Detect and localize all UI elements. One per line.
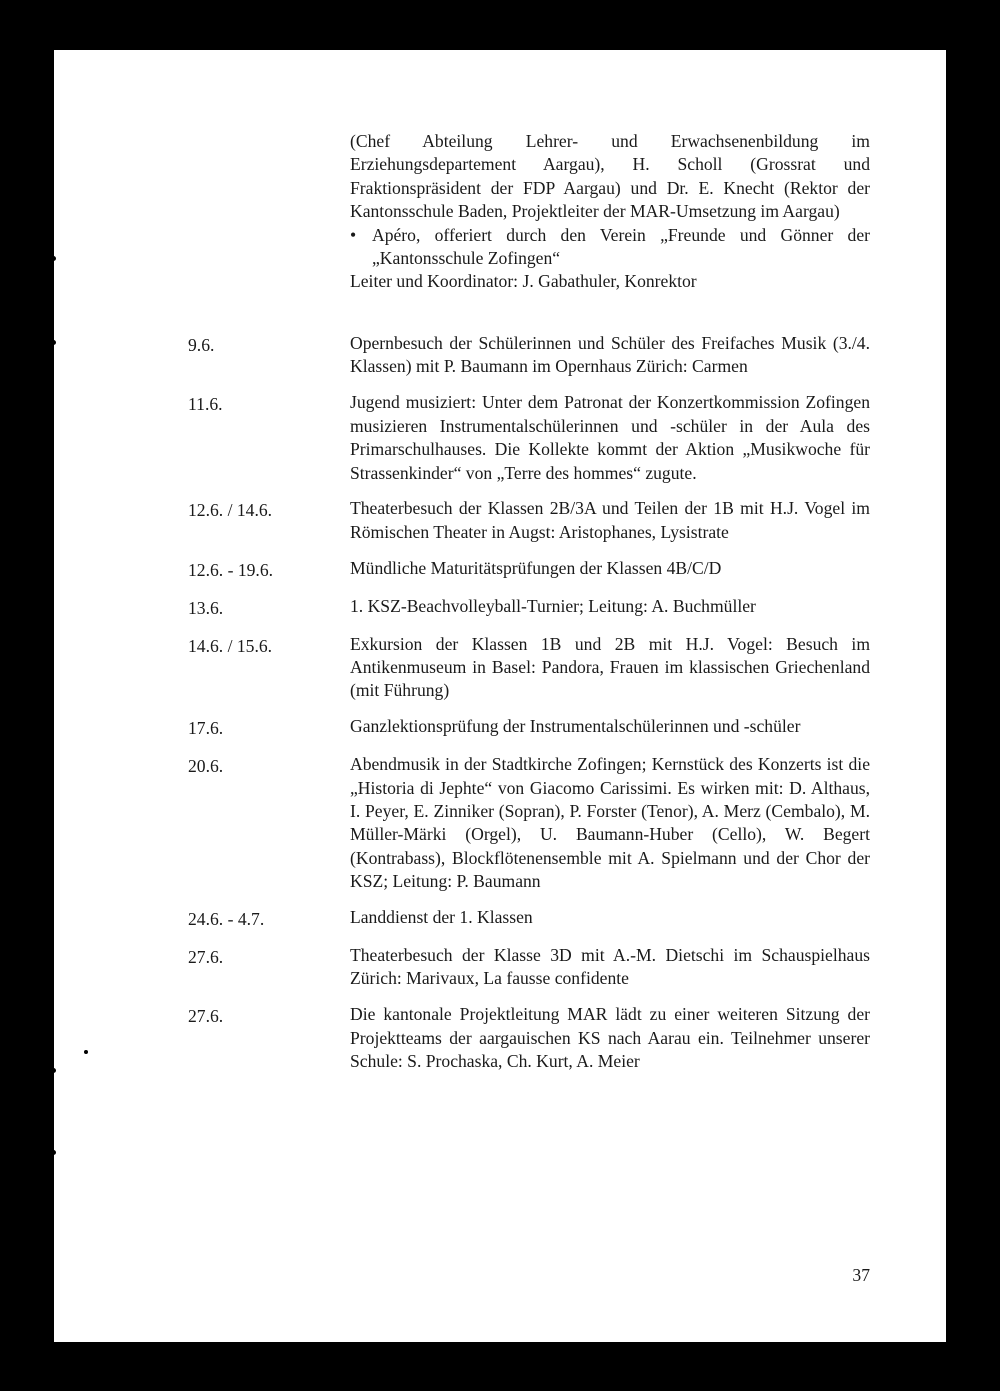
event-entry <box>188 944 870 991</box>
event-description: Opernbesuch der Schülerinnen und Schüler des Freifaches Musik (3./4. Klassen) mit P. Baumann im Opernhaus Zürich: Carmen <box>350 333 870 377</box>
scan-speck <box>51 256 56 261</box>
scan-speck <box>51 1150 56 1155</box>
event-date: 9.6. <box>188 335 215 355</box>
event-entry <box>188 595 870 620</box>
event-entry <box>188 633 870 703</box>
bullet-icon: • <box>350 224 357 245</box>
scan-speck <box>51 340 56 345</box>
event-entry <box>188 497 870 544</box>
apero-bullet-item <box>350 224 870 271</box>
leader-line: Leiter und Koordinator: J. Gabathuler, Konrektor <box>350 271 697 292</box>
event-date: 17.6. <box>188 718 224 739</box>
event-description: Jugend musiziert: Unter dem Patronat der Konzertkommission Zofingen musizieren Instrumentalschülerinnen und -schüler in der Aula des Primarschulhauses. Die Kollekte kommt der Aktion „Musikwoche für Strassenkinder“ von „Terre des hommes“ zugute. <box>350 392 870 483</box>
event-entry <box>188 1003 870 1073</box>
event-description: Abendmusik in der Stadtkirche Zofingen; Kernstück des Konzerts ist die „Historia di Jephte“ von Giacomo Carissimi. Es wirken mit: D. Althaus, I. Peyer, E. Zinniker (Sopran), P. Forster (Tenor), A. Merz (Cembalo), M. Müller-Märki (Orgel), U. Baumann-Huber (Cello), W. Begert (Kontrabass), Blockflötenensemble mit A. Spielmann und der Chor der KSZ; Leitung: P. Baumann <box>350 754 870 892</box>
event-date: 14.6. / 15.6. <box>188 635 273 656</box>
event-description: Landdienst der 1. Klassen <box>350 907 533 928</box>
event-entry <box>188 753 870 893</box>
intro-block <box>350 130 870 294</box>
page-number: 37 <box>852 1265 870 1285</box>
event-description: Mündliche Maturitätsprüfungen der Klassen 4B/C/D <box>350 557 722 578</box>
event-entry <box>188 557 870 582</box>
event-description: Ganzlektionsprüfung der Instrumentalschülerinnen und -schüler <box>350 716 801 737</box>
event-description: Exkursion der Klassen 1B und 2B mit H.J. Vogel: Besuch im Antikenmuseum in Basel: Pandora, Frauen im klassischen Griechenland (mit Führung) <box>350 633 870 701</box>
event-date: 12.6. - 19.6. <box>188 559 274 580</box>
event-description: Die kantonale Projektleitung MAR lädt zu einer weiteren Sitzung der Projektteams der aargauischen KS nach Aarau ein. Teilnehmer unserer Schule: S. Prochaska, Ch. Kurt, A. Meier <box>350 1004 870 1072</box>
event-description: Theaterbesuch der Klasse 3D mit A.-M. Dietschi im Schauspielhaus Zürich: Marivaux, La fausse confidente <box>350 945 870 989</box>
event-date: 27.6. <box>188 947 224 968</box>
event-entry <box>188 715 870 740</box>
event-date: 20.6. <box>188 756 224 777</box>
event-date: 12.6. / 14.6. <box>188 500 273 521</box>
event-description: Theaterbesuch der Klassen 2B/3A und Teilen der 1B mit H.J. Vogel im Römischen Theater in Augst: Aristophanes, Lysistrate <box>350 498 870 542</box>
event-entry <box>188 906 870 931</box>
event-date: 24.6. - 4.7. <box>188 909 265 930</box>
document-page <box>54 50 946 1342</box>
event-date: 27.6. <box>188 1006 224 1027</box>
event-entry <box>188 391 870 485</box>
scan-speck <box>84 1050 88 1054</box>
event-description: 1. KSZ-Beachvolleyball-Turnier; Leitung: A. Buchmüller <box>350 595 756 616</box>
scan-speck <box>51 1068 56 1073</box>
event-date: 13.6. <box>188 597 224 618</box>
intro-continuation: (Chef Abteilung Lehrer- und Erwachsenenbildung im Erziehungsdepartement Aargau), H. Scholl (Grossrat und Fraktionspräsident der FDP Aargau) und Dr. E. Knecht (Rektor der Kantonsschule Baden, Projektleiter der MAR-Umsetzung im Aargau) <box>350 131 870 222</box>
event-date: 11.6. <box>188 394 223 415</box>
apero-bullet-text: Apéro, offeriert durch den Verein „Freunde und Gönner der „Kantonsschule Zofingen“ <box>372 224 870 269</box>
event-list <box>188 332 870 1086</box>
event-entry <box>188 332 870 379</box>
